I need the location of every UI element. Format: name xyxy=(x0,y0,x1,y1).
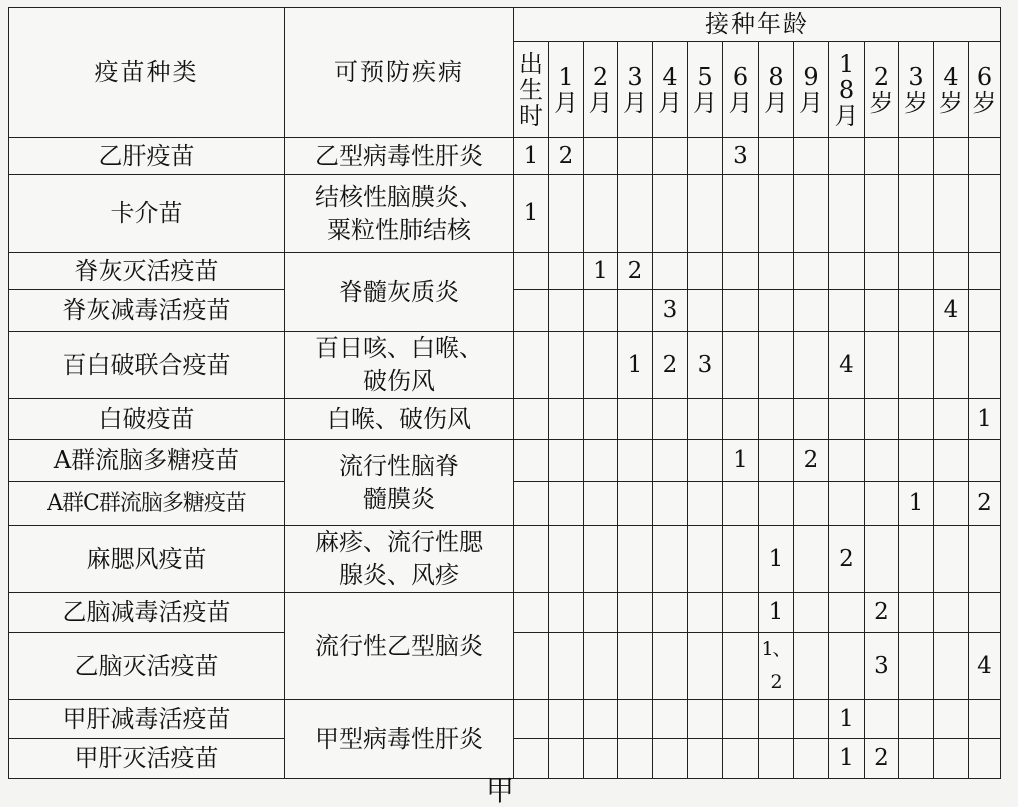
dose-cell xyxy=(618,440,653,482)
dose-cell xyxy=(969,739,1001,779)
dose-cell: 1、2 xyxy=(759,633,794,700)
age-label: 3岁 xyxy=(904,62,928,117)
dose-cell xyxy=(865,700,899,739)
dose-cell xyxy=(794,290,829,332)
dose-cell xyxy=(899,138,934,175)
dose-cell xyxy=(899,440,934,482)
dose-cell: 3 xyxy=(865,633,899,700)
dose-cell xyxy=(653,526,688,593)
dose-cell xyxy=(688,138,723,175)
dose-cell: 1 xyxy=(514,138,549,175)
vaccine-name: 脊灰灭活疫苗 xyxy=(9,253,285,290)
age-column-header xyxy=(514,42,549,138)
dose-cell: 4 xyxy=(934,290,969,332)
dose-cell xyxy=(723,253,759,290)
dose-cell xyxy=(723,700,759,739)
dose-cell xyxy=(688,593,723,633)
dose-cell xyxy=(794,739,829,779)
dose-cell xyxy=(899,175,934,253)
dose-cell xyxy=(934,633,969,700)
dose-cell xyxy=(549,700,584,739)
vaccine-name: 甲肝灭活疫苗 xyxy=(9,739,285,779)
schedule-row xyxy=(9,440,1001,482)
dose-cell xyxy=(865,253,899,290)
dose-cell xyxy=(969,332,1001,399)
age-label: 8月 xyxy=(764,62,788,117)
age-column-header xyxy=(934,42,969,138)
dose-cell xyxy=(969,440,1001,482)
dose-cell xyxy=(723,399,759,440)
vaccine-name: 卡介苗 xyxy=(9,175,285,253)
dose-cell xyxy=(688,482,723,526)
dose-cell xyxy=(899,739,934,779)
dose-cell: 2 xyxy=(969,482,1001,526)
dose-cell xyxy=(584,700,618,739)
dose-cell xyxy=(865,526,899,593)
schedule-row xyxy=(9,399,1001,440)
dose-cell: 1 xyxy=(829,739,865,779)
dose-cell xyxy=(653,440,688,482)
dose-cell xyxy=(688,399,723,440)
dose-cell xyxy=(829,290,865,332)
vaccine-name: 麻腮风疫苗 xyxy=(9,526,285,593)
dose-cell xyxy=(794,593,829,633)
dose-cell xyxy=(514,440,549,482)
disease-name: 流行性乙型脑炎 xyxy=(285,593,514,700)
schedule-row xyxy=(9,332,1001,399)
age-column-header xyxy=(759,42,794,138)
dose-cell xyxy=(723,332,759,399)
disease-name: 麻疹、流行性腮 腺炎、风疹 xyxy=(285,526,514,593)
dose-cell xyxy=(899,700,934,739)
dose-cell xyxy=(969,138,1001,175)
dose-cell xyxy=(653,700,688,739)
dose-cell: 2 xyxy=(618,253,653,290)
dose-cell xyxy=(865,332,899,399)
age-column-header xyxy=(794,42,829,138)
schedule-row xyxy=(9,700,1001,739)
dose-cell: 1 xyxy=(759,526,794,593)
dose-cell xyxy=(794,482,829,526)
dose-cell xyxy=(865,175,899,253)
dose-cell xyxy=(759,138,794,175)
dose-cell xyxy=(618,138,653,175)
age-label: 5月 xyxy=(693,62,717,117)
dose-cell xyxy=(618,399,653,440)
vaccine-name: A群C群流脑多糖疫苗 xyxy=(9,482,285,526)
dose-cell xyxy=(514,633,549,700)
dose-cell xyxy=(618,593,653,633)
age-column-header xyxy=(829,42,865,138)
vaccine-name: 百白破联合疫苗 xyxy=(9,332,285,399)
dose-cell xyxy=(969,290,1001,332)
dose-cell xyxy=(934,739,969,779)
dose-cell xyxy=(794,175,829,253)
dose-cell xyxy=(584,526,618,593)
dose-cell xyxy=(688,633,723,700)
schedule-row xyxy=(9,526,1001,593)
dose-cell xyxy=(969,175,1001,253)
dose-cell xyxy=(514,526,549,593)
dose-cell xyxy=(759,739,794,779)
dose-cell xyxy=(549,739,584,779)
dose-cell xyxy=(865,138,899,175)
schedule-row xyxy=(9,593,1001,633)
dose-cell xyxy=(549,440,584,482)
dose-cell: 1 xyxy=(584,253,618,290)
dose-cell xyxy=(969,593,1001,633)
dose-cell xyxy=(584,290,618,332)
age-column-header xyxy=(969,42,1001,138)
dose-cell xyxy=(514,482,549,526)
dose-cell xyxy=(865,440,899,482)
schedule-row xyxy=(9,253,1001,290)
age-column-header xyxy=(549,42,584,138)
dose-cell: 2 xyxy=(794,440,829,482)
dose-cell xyxy=(865,482,899,526)
age-column-header xyxy=(688,42,723,138)
dose-cell xyxy=(549,633,584,700)
dose-cell xyxy=(723,593,759,633)
age-label: 4月 xyxy=(658,62,682,117)
disease-name: 流行性脑脊 髓膜炎 xyxy=(285,440,514,526)
dose-cell xyxy=(618,700,653,739)
dose-cell: 1 xyxy=(829,700,865,739)
dose-cell xyxy=(723,175,759,253)
dose-cell xyxy=(829,440,865,482)
dose-cell xyxy=(899,332,934,399)
dose-cell xyxy=(865,290,899,332)
dose-cell xyxy=(618,739,653,779)
dose-cell xyxy=(829,253,865,290)
dose-cell xyxy=(549,399,584,440)
dose-cell: 2 xyxy=(829,526,865,593)
age-column-header xyxy=(723,42,759,138)
age-label: 6岁 xyxy=(972,62,997,117)
dose-cell: 2 xyxy=(865,593,899,633)
dose-cell xyxy=(934,138,969,175)
disease-name: 脊髓灰质炎 xyxy=(285,253,514,332)
vaccine-name: 乙脑灭活疫苗 xyxy=(9,633,285,700)
dose-cell: 1 xyxy=(899,482,934,526)
dose-cell xyxy=(618,290,653,332)
disease-name: 乙型病毒性肝炎 xyxy=(285,138,514,175)
dose-cell xyxy=(794,526,829,593)
age-label: 6月 xyxy=(728,62,753,117)
dose-cell xyxy=(549,332,584,399)
dose-cell xyxy=(969,700,1001,739)
age-label: 1月 xyxy=(554,62,578,117)
schedule-row xyxy=(9,175,1001,253)
dose-cell xyxy=(618,175,653,253)
dose-cell xyxy=(829,399,865,440)
dose-cell xyxy=(514,593,549,633)
dose-cell xyxy=(759,700,794,739)
dose-cell xyxy=(584,138,618,175)
dose-cell xyxy=(584,593,618,633)
dose-cell xyxy=(549,526,584,593)
dose-cell: 3 xyxy=(688,332,723,399)
dose-cell xyxy=(618,633,653,700)
dose-cell xyxy=(514,290,549,332)
vaccine-name: 乙脑减毒活疫苗 xyxy=(9,593,285,633)
dose-cell: 4 xyxy=(829,332,865,399)
dose-cell xyxy=(794,332,829,399)
age-header: 接种年龄 xyxy=(514,8,1001,42)
dose-cell xyxy=(723,526,759,593)
dose-cell xyxy=(899,399,934,440)
age-label: 3月 xyxy=(623,62,647,117)
age-column-header xyxy=(584,42,618,138)
dose-cell xyxy=(723,290,759,332)
dose-cell xyxy=(584,633,618,700)
dose-cell: 2 xyxy=(549,138,584,175)
dose-cell xyxy=(794,633,829,700)
age-column-header xyxy=(618,42,653,138)
dose-cell xyxy=(934,526,969,593)
dose-cell xyxy=(514,253,549,290)
dose-cell xyxy=(794,399,829,440)
dose-cell xyxy=(653,253,688,290)
dose-cell xyxy=(653,739,688,779)
dose-cell xyxy=(759,482,794,526)
age-label: 9月 xyxy=(799,62,823,117)
age-label: 2月 xyxy=(588,62,613,117)
dose-cell: 1 xyxy=(618,332,653,399)
dose-cell xyxy=(934,399,969,440)
dose-cell xyxy=(829,175,865,253)
dose-cell xyxy=(829,482,865,526)
vaccine-type-header: 疫苗种类 xyxy=(9,8,285,138)
dose-cell xyxy=(584,332,618,399)
dose-cell xyxy=(618,482,653,526)
dose-cell xyxy=(584,399,618,440)
dose-cell xyxy=(934,482,969,526)
disease-name: 甲型病毒性肝炎 xyxy=(285,700,514,779)
dose-cell xyxy=(549,175,584,253)
dose-cell xyxy=(688,253,723,290)
vaccine-name: A群流脑多糖疫苗 xyxy=(9,440,285,482)
dose-cell xyxy=(514,700,549,739)
dose-cell xyxy=(759,253,794,290)
schedule-row xyxy=(9,138,1001,175)
dose-cell xyxy=(759,399,794,440)
dose-cell xyxy=(653,399,688,440)
dose-cell xyxy=(653,138,688,175)
dose-cell xyxy=(688,739,723,779)
dose-cell: 1 xyxy=(514,175,549,253)
dose-cell xyxy=(899,633,934,700)
dose-cell xyxy=(899,290,934,332)
dose-cell xyxy=(584,175,618,253)
dose-cell xyxy=(653,482,688,526)
dose-cell xyxy=(584,739,618,779)
dose-cell xyxy=(688,700,723,739)
age-label: 2岁 xyxy=(869,62,894,117)
age-column-header xyxy=(653,42,688,138)
dose-cell xyxy=(934,332,969,399)
vaccine-name: 乙肝疫苗 xyxy=(9,138,285,175)
dose-cell xyxy=(829,593,865,633)
dose-cell xyxy=(688,290,723,332)
dose-cell: 4 xyxy=(969,633,1001,700)
age-column-header xyxy=(899,42,934,138)
figure-caption: 甲 xyxy=(486,774,515,807)
dose-cell: 1 xyxy=(969,399,1001,440)
dose-cell: 3 xyxy=(723,138,759,175)
dose-cell xyxy=(934,440,969,482)
dose-cell xyxy=(899,593,934,633)
dose-cell xyxy=(899,526,934,593)
age-column-header xyxy=(865,42,899,138)
dose-cell: 1 xyxy=(723,440,759,482)
dose-cell xyxy=(514,739,549,779)
dose-cell xyxy=(969,253,1001,290)
dose-cell xyxy=(653,633,688,700)
dose-cell: 1 xyxy=(759,593,794,633)
dose-cell xyxy=(584,482,618,526)
dose-cell xyxy=(934,700,969,739)
vaccination-schedule-table xyxy=(8,7,1001,779)
dose-cell xyxy=(865,399,899,440)
disease-header: 可预防疾病 xyxy=(285,8,514,138)
dose-cell xyxy=(934,593,969,633)
dose-cell xyxy=(829,633,865,700)
dose-cell: 2 xyxy=(653,332,688,399)
dose-cell xyxy=(934,253,969,290)
vaccine-name: 白破疫苗 xyxy=(9,399,285,440)
dose-cell xyxy=(688,175,723,253)
dose-cell xyxy=(723,633,759,700)
dose-cell xyxy=(514,399,549,440)
age-label: 出生时 xyxy=(519,49,543,130)
vaccine-name: 甲肝减毒活疫苗 xyxy=(9,700,285,739)
dose-cell xyxy=(934,175,969,253)
dose-cell xyxy=(653,593,688,633)
dose-cell xyxy=(899,253,934,290)
dose-cell xyxy=(653,175,688,253)
dose-cell xyxy=(584,440,618,482)
dose-cell xyxy=(723,739,759,779)
vaccine-name: 脊灰减毒活疫苗 xyxy=(9,290,285,332)
dose-cell xyxy=(618,526,653,593)
dose-cell xyxy=(759,440,794,482)
disease-name: 白喉、破伤风 xyxy=(285,399,514,440)
dose-cell xyxy=(794,700,829,739)
dose-cell xyxy=(723,482,759,526)
dose-cell xyxy=(794,138,829,175)
dose-cell: 3 xyxy=(653,290,688,332)
dose-cell xyxy=(794,253,829,290)
dose-cell xyxy=(969,526,1001,593)
disease-name: 百日咳、白喉、 破伤风 xyxy=(285,332,514,399)
dose-cell xyxy=(688,526,723,593)
dose-cell xyxy=(759,332,794,399)
dose-cell xyxy=(759,175,794,253)
dose-cell xyxy=(549,593,584,633)
age-label: 18月 xyxy=(834,49,859,130)
dose-cell xyxy=(514,332,549,399)
disease-name: 结核性脑膜炎、 粟粒性肺结核 xyxy=(285,175,514,253)
dose-cell xyxy=(688,440,723,482)
dose-cell xyxy=(549,253,584,290)
dose-cell: 2 xyxy=(865,739,899,779)
dose-cell xyxy=(549,482,584,526)
dose-cell xyxy=(759,290,794,332)
dose-cell xyxy=(829,138,865,175)
dose-cell xyxy=(549,290,584,332)
age-label: 4岁 xyxy=(939,62,963,117)
